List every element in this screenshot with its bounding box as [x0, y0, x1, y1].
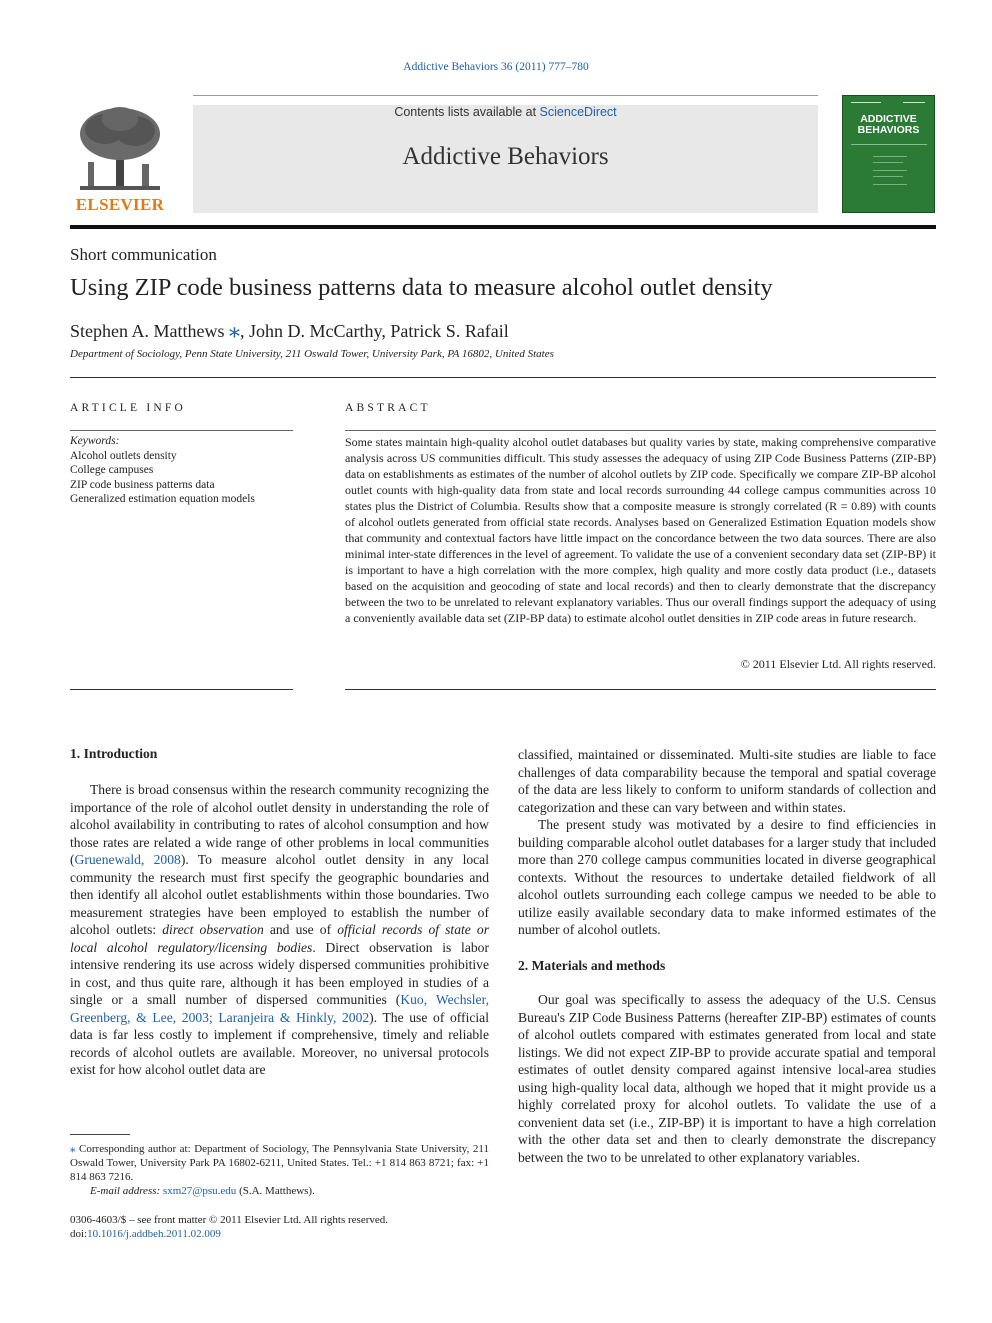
sciencedirect-link[interactable]: ScienceDirect — [539, 105, 617, 119]
introduction-column — [70, 781, 489, 1079]
abstract-text: Some states maintain high-quality alcohol outlet databases but quality varies by state, making comprehensive comparative analysis across US communities difficult. This study assesses the adequacy of using ZIP Code Business Patterns (ZIP-BP) data on establishments as estimates of the number of alcohol outlets by ZIP code. Specifically we compare ZIP-BP alcohol outlet counts with high-quality data from state and local records surrounding 44 college campus communities across 10 states plus the District of Columbia. Results show that a composite measure is strongly correlated (R = 0.89) with counts of alcohol outlets generated from official state records. Analyses based on Generalized Estimation Equation models show that community and contextual factors have little impact on the concordance between the two data sources. There are also minimal inter-state differences in the level of agreement. To validate the use of a convenient secondary data set (ZIP-BP) it is important to have a high correlation with the more complex, high quality and more costly data product (i.e., datasets based on the acquisition and geocoding of state and local records) and then to clearly demonstrate that the discrepancy between the two to be unrelated to relevant explanatory variables. Thus our overall findings support the adequacy of using a conveniently available data set (ZIP-BP data) to estimate alcohol outlet densities in ZIP code areas in future research. — [345, 435, 936, 625]
cover-decoration — [873, 184, 907, 185]
keyword: ZIP code business patterns data — [70, 478, 215, 491]
section-heading-methods: 2. Materials and methods — [518, 957, 666, 973]
footnote-mark: ⁎ — [70, 1143, 76, 1155]
text-span: ). To measure alcohol outlet density in any local community the research must first specify the geographic boundaries and then identify all alcohol outlet establishments within those boundaries. Two measurement strategies have been employed to establish the number of alcohol outlets: — [70, 852, 489, 937]
corresponding-author-mark[interactable]: ⁎ — [229, 317, 240, 342]
paragraph: The present study was motivated by a desire to find efficiencies in building comparable alcohol outlet databases for a larger study that included more than 270 college campus communities located in diverse geographical contexts. Without the resources to undertake detailed fieldwork of all alcohol outlets surrounding each college campus we needed to be able to utilize easily available secondary data to make informed estimates of the number of alcohol outlets. — [518, 817, 936, 937]
article-title: Using ZIP code business patterns data to measure alcohol outlet density — [70, 274, 773, 301]
email-suffix: (S.A. Matthews). — [236, 1185, 315, 1197]
divider — [70, 689, 293, 690]
footnote — [70, 1142, 489, 1198]
right-column — [518, 746, 936, 1166]
header-thick-rule — [70, 225, 936, 229]
keywords-label: Keywords: — [70, 435, 120, 447]
article-type: Short communication — [70, 245, 217, 264]
email-link[interactable]: sxm27@psu.edu — [162, 1185, 237, 1197]
abstract-copyright: © 2011 Elsevier Ltd. All rights reserved. — [740, 657, 936, 671]
text-span: There is broad consensus within the research community recognizing the importance of the role of alcohol outlet density in understanding the role of alcohol availability in contributing to rates of alcohol consumption and how those rates are related a wide range of other problems in local communities ( — [70, 782, 489, 867]
text-span: and use of — [263, 922, 338, 937]
author-rest: , John D. McCarthy, Patrick S. Rafail — [240, 321, 509, 341]
citation-link[interactable]: Kuo, Wechsler, Greenberg, & Lee, 2003; Laranjeira & Hinkly, 2002 — [70, 992, 489, 1025]
doi-link[interactable]: 10.1016/j.addbeh.2011.02.009 — [87, 1228, 221, 1240]
emphasis: official records of state or local alcohol regulatory/licensing bodies — [70, 922, 490, 955]
cover-decoration — [903, 102, 925, 103]
text-span: . Direct observation is labor intensive rendering its use across widely dispersed communities prohibitive in cost, and thus quite rare, although it has been employed in studies of a single or a small number of dispersed communities ( — [70, 939, 489, 1007]
cover-decoration — [851, 102, 881, 103]
divider — [345, 430, 936, 431]
author-first: Stephen A. Matthews — [70, 321, 225, 341]
citation-link[interactable]: Gruenewald, 2008 — [74, 852, 181, 867]
divider — [70, 430, 293, 431]
paragraph: classified, maintained or disseminated. Multi-site studies are liable to face challenges of data comparability because the temporal and spatial coverage of the data are less likely to conform to uniform standards of collection and categorization and these can vary between and within states. — [518, 747, 936, 815]
keyword: Alcohol outlets density — [70, 449, 177, 462]
footnote-text: Corresponding author at: Department of Sociology, The Pennsylvania State University, 211 Oswald Tower, University Park PA 16802-6211, United States. Tel.: +1 814 863 8721; fax: +1 814 863 7216. — [70, 1143, 489, 1183]
divider — [70, 377, 936, 378]
article-info-heading: ARTICLE INFO — [70, 402, 186, 414]
text-span: ). The use of official data is far less costly to implement if comprehensive, timely and reliable records of alcohol outlets are available. Moreover, no universal protocols exist for how alcohol outlet data are — [70, 1009, 489, 1077]
paragraph: Our goal was specifically to assess the adequacy of the U.S. Census Bureau's ZIP Code Business Patterns (hereafter ZIP-BP) estimates of counts of alcohol outlets compared with estimates generated from local and state listings. We did not expect ZIP-BP to provide accurate spatial and temporal estimates of outlet density compared against intensive local-area studies using high-quality local data, although we hoped that it might provide us a highly correlated proxy for alcohol outlets. To validate the use of a convenient data set (i.e., ZIP-BP) it is important to have a high correlation with the other data set and then to clearly demonstrate the discrepancy between the two to be unrelated to other explanatory variables. — [518, 992, 936, 1165]
author-list — [70, 317, 509, 343]
cover-decoration — [873, 162, 903, 163]
cover-title — [843, 114, 934, 136]
elsevier-logo-text: ELSEVIER — [75, 195, 165, 214]
keywords-block — [70, 434, 295, 507]
journal-reference[interactable]: Addictive Behaviors 36 (2011) 777–780 — [403, 61, 589, 73]
doi-line — [70, 1227, 388, 1241]
issn-line: 0306-4603/$ – see front matter © 2011 Elsevier Ltd. All rights reserved. — [70, 1214, 389, 1226]
contents-line — [193, 105, 818, 119]
cover-decoration — [873, 156, 907, 157]
journal-cover-thumbnail[interactable] — [842, 95, 935, 213]
paragraph — [70, 781, 489, 1079]
journal-title: Addictive Behaviors — [402, 143, 609, 170]
emphasis: direct observation — [162, 922, 264, 937]
cover-decoration — [873, 170, 907, 171]
email-label: E-mail address: — [90, 1185, 163, 1197]
divider — [345, 689, 936, 690]
footer-info — [70, 1213, 388, 1241]
keyword: College campuses — [70, 464, 154, 476]
header-top-rule — [193, 95, 818, 96]
keyword: Generalized estimation equation models — [70, 493, 255, 505]
affiliation: Department of Sociology, Penn State University, 211 Oswald Tower, University Park, PA 16802, United States — [70, 348, 554, 360]
cover-decoration — [873, 176, 903, 177]
cover-title-line1: ADDICTIVE — [860, 113, 917, 125]
footnote-rule — [70, 1134, 130, 1135]
abstract-heading: ABSTRACT — [345, 402, 431, 414]
section-heading-introduction: 1. Introduction — [70, 746, 158, 761]
cover-title-line2: BEHAVIORS — [857, 124, 920, 136]
cover-decoration — [851, 144, 927, 145]
doi-label: doi: — [70, 1228, 88, 1240]
contents-prefix: Contents lists available at — [394, 105, 540, 119]
